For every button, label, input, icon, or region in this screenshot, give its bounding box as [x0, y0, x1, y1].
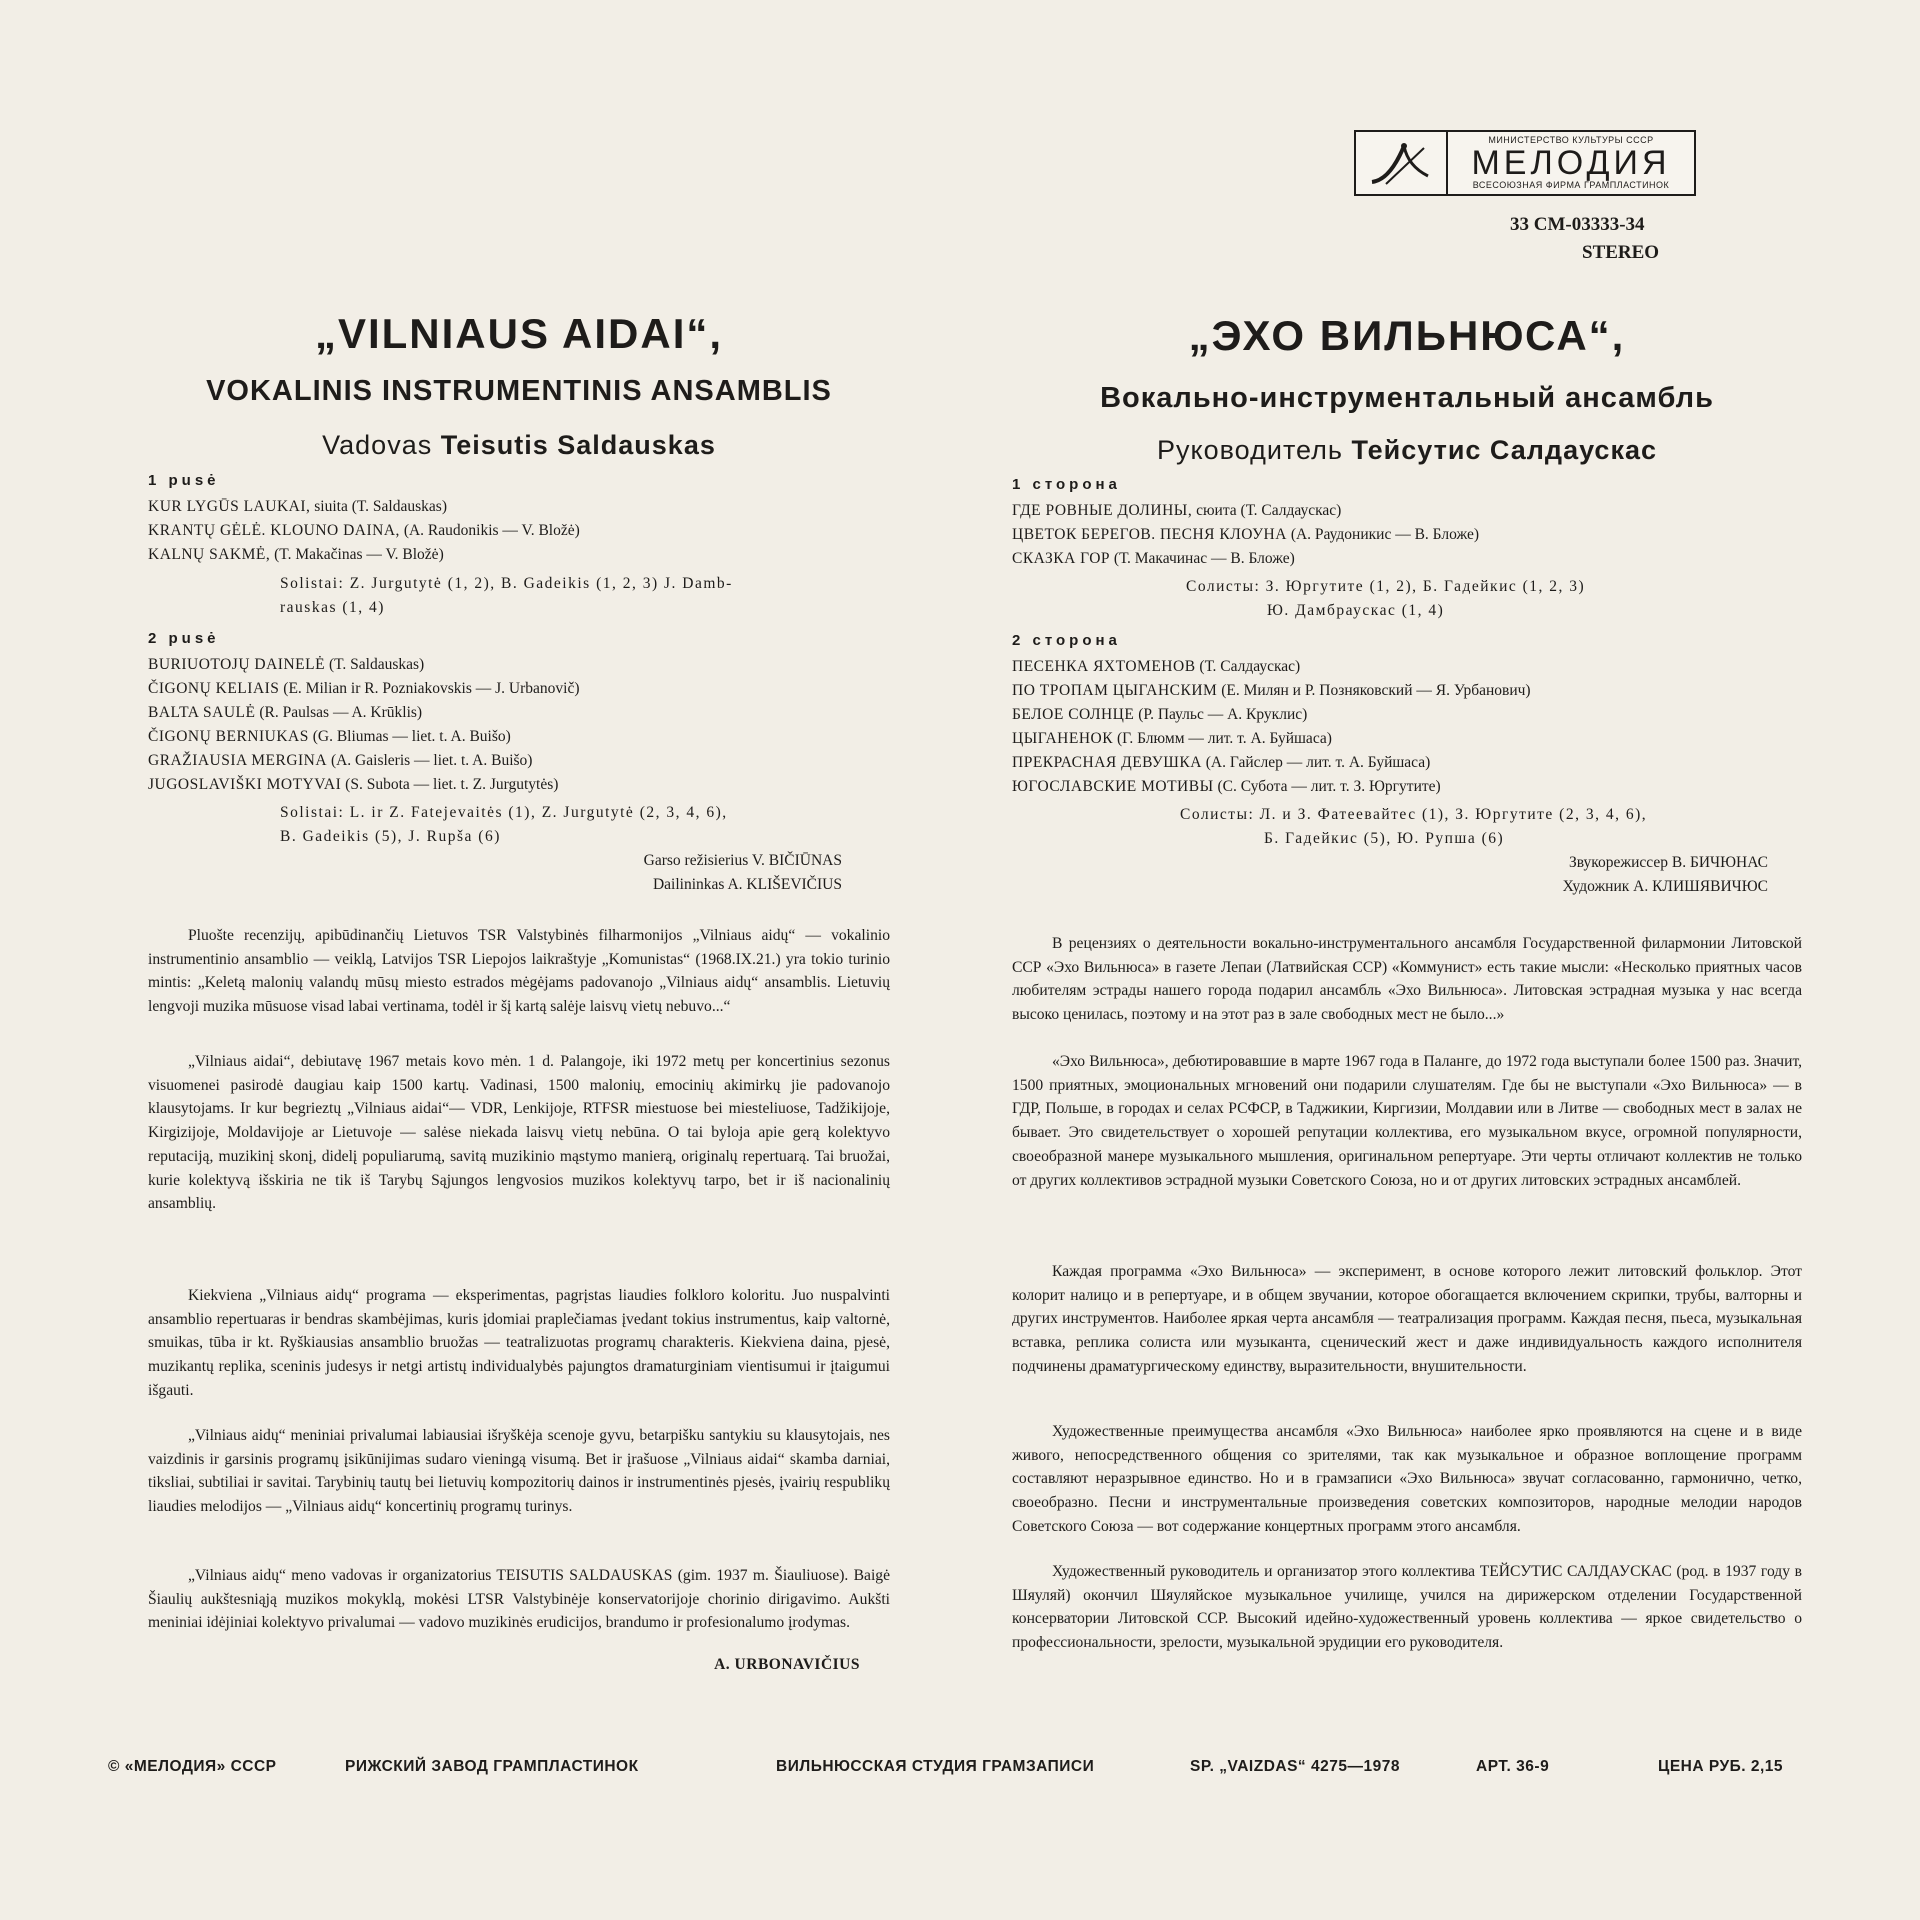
ru-subtitle: Вокально-инструментальный ансамбль — [1100, 382, 1714, 414]
footer-article: АРТ. 36-9 — [1476, 1758, 1550, 1775]
lt-track: KUR LYGŪS LAUKAI, siuita (T. Saldauskas) — [148, 498, 447, 515]
lt-track: ČIGONŲ KELIAIS (E. Milian ir R. Pozniakovskis — J. Urbanovič) — [148, 680, 580, 697]
ru-paragraph: «Эхо Вильнюса», дебютировавшие в марте 1967 года в Паланге, до 1972 года выступали более 1500 раз. Значит, 1500 приятных, эмоциональных мгновений они подарили слушателям. Где бы не выступали «Эхо Вильнюса» — в ГДР, Польше, в городах и селах РСФСР, в Таджикии, Киргизии, Молдавии или в Литве — свободных мест в залах не бывает. Это свидетельствует о хорошей репутации коллектива, его музыкальном вкусе, огромной популярности, своеобразной манере музыкального мышления, оригинальном репертуаре. Эти черты отличают коллектив не только от других коллективов эстрадной музыки Советского Союза, но и от других литовских эстрадных ансамблей. — [1012, 1053, 1802, 1189]
ru-track: ПЕСЕНКА ЯХТОМЕНОВ (Т. Салдаускас) — [1012, 658, 1301, 675]
ru-side1-soloists-cont: Ю. Дамбраускас (1, 4) — [1267, 602, 1445, 619]
lt-side1-label: 1 pusė — [148, 472, 220, 489]
lithuanian-column — [148, 0, 890, 1920]
ru-track: БЕЛОЕ СОЛНЦЕ (Р. Паульс — А. Круклис) — [1012, 706, 1308, 723]
lt-title: „VILNIAUS AIDAI“, — [314, 310, 724, 357]
lt-side1-soloists-cont: rauskas (1, 4) — [280, 599, 385, 616]
ru-side1-label: 1 сторона — [1012, 476, 1121, 493]
footer-studio: ВИЛЬНЮССКАЯ СТУДИЯ ГРАМЗАПИСИ — [776, 1758, 1095, 1775]
lt-paragraph: „Vilniaus aidai“, debiutavę 1967 metais kovo mėn. 1 d. Palangoje, iki 1972 metų per koncertinius sezonus visuomenei pasirodė daugiau kaip 1500 kartų. Vadinasi, 1500 malonių, emocinių akimirkų jie padovanojo klausytojams. Ir kur begrieztų „Vilniaus aidai“— VDR, Lenkijoje, RTFSR miestuose bei miesteliuose, Tadžikijoje, Kirgizijoje, Moldavijoje ar Lietuvoje — salėse niekada laisvų vietų nebūna. O tai byloja apie gerą kolektyvo reputaciją, muzikinį skonį, didelį populiarumą, savitą muzikinio mąstymo manierą, originalų repertuarą. Tai bruožai, kurie kolektyvą išskiria ne tik iš Tarybų Sąjungos lengvosios muzikos kolektyvų tarpo, bet ir iš nacionalinių ansamblių. — [148, 1053, 890, 1213]
ru-side2-label: 2 сторона — [1012, 632, 1121, 649]
footer-printer: SP. „VAIZDAS“ 4275—1978 — [1190, 1758, 1400, 1775]
ru-sound-director: Звукорежиссер В. БИЧЮНАС — [1568, 854, 1768, 871]
ru-track: СКАЗКА ГОР (Т. Макачинас — В. Бложе) — [1012, 550, 1295, 567]
ru-track: ГДЕ РОВНЫЕ ДОЛИНЫ, сюита (Т. Салдаускас) — [1012, 502, 1342, 519]
ru-leader-label: Руководитель — [1157, 435, 1343, 465]
lt-subtitle: VOKALINIS INSTRUMENTINIS ANSAMBLIS — [206, 375, 832, 407]
lt-leader — [148, 430, 890, 461]
stereo-label: STEREO — [1582, 242, 1660, 263]
footer-copyright: © «МЕЛОДИЯ» СССР — [108, 1758, 277, 1775]
lt-track: BALTA SAULĖ (R. Paulsas — A. Krūklis) — [148, 704, 423, 721]
lt-track: ČIGONŲ BERNIUKAS (G. Bliumas — liet. t. A. Buišo) — [148, 728, 511, 745]
lt-side2-soloists: Solistai: L. ir Z. Fatejevaitės (1), Z. Jurgutytė (2, 3, 4, 6), — [280, 804, 728, 821]
lt-track: KRANTŲ GĖLĖ. KLOUNO DAINA, (A. Raudonikis — V. Bložė) — [148, 522, 580, 539]
ru-track: ЮГОСЛАВСКИЕ МОТИВЫ (С. Субота — лит. т. З. Юргутите) — [1012, 778, 1441, 795]
ru-track: ЦЫГАНЕНОК (Г. Блюмм — лит. т. А. Буйшаса) — [1012, 730, 1332, 747]
lt-paragraph: „Vilniaus aidų“ meniniai privalumai labiausiai išryškėja scenoje gyvu, betarpišku santykiu su klausytojais, nes vaizdinis ir garsinis programų įsikūnijimas sudaro vieningą visumą. Bet ir įrašuose „Vilniaus aidai“ skamba darniai, tiksliai, subtiliai ir savitai. Tarybinių tautų bei lietuvių kompozitorių dainos ir instrumentinės pjesės, įvairių respublikų liaudies melodijos — „Vilniaus aidų“ koncertinių programų turinys. — [148, 1427, 890, 1516]
lt-track: BURIUOTOJŲ DAINELĖ (T. Saldauskas) — [148, 656, 425, 673]
lt-paragraph: „Vilniaus aidų“ meno vadovas ir organizatorius TEISUTIS SALDAUSKAS (gim. 1937 m. Šiauliuose). Baigė Šiaulių aukštesniąją muzikos mokyklą, mokėsi LTSR Valstybinėje konservatorijoje chorinio dirigavimo. Aukšti meniniai idėjiniai kolektyvo privalumai — vadovo muzikinės erudicijos, brandumo ir profesionalumo įrodymas. — [148, 1567, 890, 1632]
ru-title: „ЭХО ВИЛЬНЮСА“, — [1188, 312, 1626, 359]
lt-paragraph: Kiekviena „Vilniaus aidų“ programa — eksperimentas, pagrįstas liaudies folkloro koloritu. Juo nuspalvinti ansamblio repertuaras ir bendras skambėjimas, kuris įdomiai praplečiamas įvedant tokius instrumentus, kaip valtornė, smuikas, tūba ir kt. Ryškiausias ansamblio bruožas — teatralizuotas programų charakteris. Kiekviena daina, pjesė, muzikantų replika, sceninis judesys ir netgi artistų individualybės pajungtos dramaturginiam vientisumui ir įtaigumui išgauti. — [148, 1287, 890, 1399]
lt-track: GRAŽIAUSIA MERGINA (A. Gaisleris — liet. t. A. Buišo) — [148, 752, 533, 769]
ru-side2-soloists: Солисты: Л. и З. Фатеевайтес (1), З. Юргутите (2, 3, 4, 6), — [1180, 806, 1648, 823]
ru-track: ПО ТРОПАМ ЦЫГАНСКИМ (Е. Милян и Р. Позняковский — Я. Урбанович) — [1012, 682, 1531, 699]
lt-side2-soloists-cont: B. Gadeikis (5), J. Rupša (6) — [280, 828, 501, 845]
ru-artist: Художник А. КЛИШЯВИЧЮС — [1562, 878, 1768, 895]
ru-leader — [1012, 435, 1802, 466]
catalog-number: 33 СМ-03333-34 — [1510, 214, 1645, 235]
logo-firm: ВСЕСОЮЗНАЯ ФИРМА ГРАМПЛАСТИНОК — [1472, 180, 1670, 190]
lt-side1-soloists: Solistai: Z. Jurgutytė (1, 2), B. Gadeikis (1, 2, 3) J. Damb- — [280, 575, 733, 592]
ru-side1-soloists: Солисты: З. Юргутите (1, 2), Б. Гадейкис (1, 2, 3) — [1186, 578, 1586, 595]
lt-artist: Dailininkas A. KLIŠEVIČIUS — [652, 876, 842, 893]
russian-column — [1012, 0, 1802, 1920]
lt-sound-director: Garso režisierius V. BIČIŪNAS — [643, 852, 842, 869]
ru-paragraph: Художественные преимущества ансамбля «Эхо Вильнюса» наиболее ярко проявляются на сцене и в виде живого, непосредственного общения со зрителями, так как музыкальное и образное воплощение программ составляют неразрывное единство. Но и в грамзаписи «Эхо Вильнюса» звучат согласованно, гармонично, четко, своеобразно. Песни и инструментальные произведения советских композиторов, народные мелодии народов Советского Союза — вот содержание концертных программ этого ансамбля. — [1012, 1423, 1802, 1535]
lt-paragraph: Pluošte recenzijų, apibūdinančių Lietuvos TSR Valstybinės filharmonijos „Vilniaus aidų“ — vokalinio instrumentinio ansamblio — veiklą, Latvijos TSR Liepojos laikraštyje „Komunistas“ (1968.IX.21.) yra tokio turinio mintis: „Keletą malonių valandų mūsų miesto estrados mėgėjams padovanojo „Vilniaus aidų“ ansamblis. Lietuvių lengvoji muzika mūsuose visad labai vertinama, todėl ir šį kartą salėje laisvų vietų nebuvo...“ — [148, 927, 890, 1016]
ru-leader-name: Тейсутис Салдаускас — [1351, 435, 1657, 465]
ru-paragraph: Каждая программа «Эхо Вильнюса» — эксперимент, в основе которого лежит литовский фольклор. Этот колорит налицо и в репертуаре, и в общем звучании, которое обогащается включением скрипки, трубы, валторны и других инструментов. Наиболее яркая черта ансамбля — театрализация программ. Каждая песня, пьеса, музыкальная вставка, реплика солиста или музыканта, сценический жест и даже индивидуальность каждого исполнителя подчинены драматургическому единству, выразительности, внушительности. — [1012, 1263, 1802, 1375]
lt-track: KALNŲ SAKMĖ, (T. Makačinas — V. Bložė) — [148, 546, 444, 563]
lt-leader-label: Vadovas — [322, 430, 433, 460]
ru-track: ЦВЕТОК БЕРЕГОВ. ПЕСНЯ КЛОУНА (А. Раудоникис — В. Бложе) — [1012, 526, 1480, 543]
lt-side2-label: 2 pusė — [148, 630, 220, 647]
ru-side2-soloists-cont: Б. Гадейкис (5), Ю. Рупша (6) — [1264, 830, 1505, 847]
ru-track: ПРЕКРАСНАЯ ДЕВУШКА (А. Гайслер — лит. т. А. Буйшаса) — [1012, 754, 1431, 771]
lt-author: A. URBONAVIČIUS — [714, 1656, 860, 1673]
lt-track: JUGOSLAVIŠKI MOTYVAI (S. Subota — liet. t. Z. Jurgutytės) — [148, 776, 559, 793]
ru-paragraph: В рецензиях о деятельности вокально-инструментального ансамбля Государственной филармонии Литовской ССР «Эхо Вильнюса» в газете Лепаи (Латвийская ССР) «Коммунист» есть такие мысли: «Несколько приятных часов любителям эстрады нашего города подарил ансамбль «Эхо Вильнюса». Литовская эстрадная музыка у нас всегда высоко ценилась, поэтому и на этот раз в зале свободных мест не было...» — [1012, 935, 1802, 1024]
logo-ministry: МИНИСТЕРСТВО КУЛЬТУРЫ СССР — [1488, 135, 1654, 145]
footer-price: ЦЕНА РУБ. 2,15 — [1658, 1758, 1784, 1775]
logo-name: МЕЛОДИЯ — [1471, 144, 1671, 182]
ru-paragraph: Художественный руководитель и организатор этого коллектива ТЕЙСУТИС САЛДАУСКАС (род. в 1937 году в Шяуляй) окончил Шяуляйское музыкальное училище, учился на дирижерском отделении Государственной консерватории Литовской ССР. Высокий идейно-художественный уровень коллектива — яркое свидетельство о профессиональности, зрелости, музыкальной эрудиции его руководителя. — [1012, 1563, 1802, 1652]
lt-leader-name: Teisutis Saldauskas — [440, 430, 716, 460]
footer-plant: РИЖСКИЙ ЗАВОД ГРАМПЛАСТИНОК — [345, 1758, 639, 1775]
